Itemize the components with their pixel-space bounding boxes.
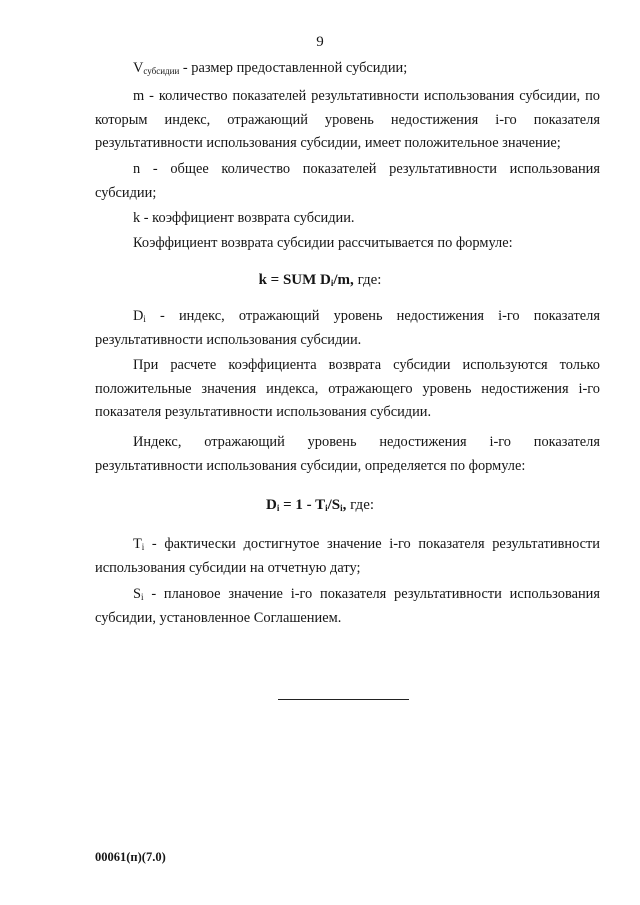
definition-k: k - коэффициент возврата субсидии. [133, 210, 355, 226]
ti-text: - фактически достигнутое значение i-го показателя результативности использования субсидии на отчетную дату; [95, 536, 600, 576]
coefficient-intro: Коэффициент возврата субсидии рассчитывается по формуле: [133, 235, 513, 251]
end-divider-line [278, 699, 409, 700]
formula-di-d: D [265, 497, 277, 513]
formula-k-div-m: /m, [333, 272, 354, 288]
definition-n: n - общее количество показателей результативности использования субсидии; [95, 161, 600, 201]
ti-subscript: i [141, 542, 145, 552]
si-subscript: i [141, 592, 144, 602]
definition-ti [95, 533, 600, 580]
di-text: - индекс, отражающий уровень недостижения i-го показателя результативности использования субсидии. [95, 308, 600, 348]
definition-m: m - количество показателей результативности использования субсидии, по которым индекс, отражающий уровень недостижения i-го показателя результативности использования субсидии, имеет положительное значение; [95, 88, 600, 151]
v-subscript: субсидии [143, 66, 180, 76]
positive-values-note: При расчете коэффициента возврата субсидии используются только положительные значения индекса, отражающего уровень недостижения i-го показателя результативности использования субсидии. [95, 357, 600, 420]
formula-di-s-subscript: i [340, 503, 343, 513]
formula-di-comma: , [342, 497, 347, 513]
formula-di-t-subscript: i [325, 503, 328, 513]
si-text: - плановое значение i-го показателя результативности использования субсидии, установленное Соглашением. [95, 586, 600, 626]
ti-symbol: T [133, 536, 142, 552]
definition-v-subsidy [95, 57, 600, 81]
formula-k [0, 272, 640, 289]
di-symbol: D [133, 308, 144, 324]
index-intro: Индекс, отражающий уровень недостижения i-го показателя результативности использования субсидии, определяется по формуле: [95, 434, 600, 474]
formula-di-eq-t: = 1 - T [279, 497, 326, 513]
definition-di [95, 305, 600, 352]
formula-k-sum: k = SUM D [258, 272, 331, 288]
formula-k-where: где: [353, 272, 382, 288]
formula-di-subscript-i: i [276, 503, 280, 513]
formula-di-where: где: [346, 497, 375, 513]
v-symbol: V [133, 60, 144, 76]
formula-k-subscript-i: i [330, 278, 334, 288]
v-text: - размер предоставленной субсидии; [179, 60, 408, 76]
si-symbol: S [133, 586, 142, 602]
di-subscript: i [143, 314, 146, 324]
formula-di-slash-s: /S [327, 497, 341, 513]
document-code: 00061(п)(7.0) [95, 850, 166, 864]
definition-si [95, 583, 600, 630]
page-number: 9 [316, 34, 324, 50]
formula-di [0, 497, 640, 514]
